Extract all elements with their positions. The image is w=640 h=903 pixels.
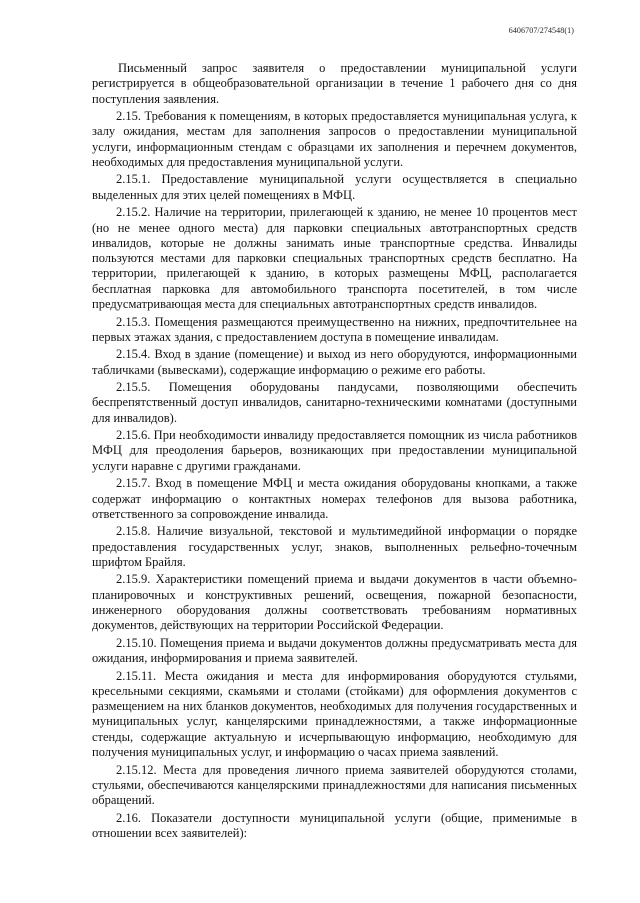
paragraph-2-15-2: 2.15.2. Наличие на территории, прилегающей к зданию, не менее 10 процентов мест (но не менее одного места) для парковки специальных автотранспортных средств инвалидов, которые не должны занимать иные транспортные средства. Инвалиды пользуются местами для парковки специальных транспортных средств бесплатно. На территории, прилегающей к зданию, в которых размещены МФЦ, располагается бесплатная парковка для автомобильного транспорта посетителей, в том числе предусматривающая места для специальных автотранспортных средств инвалидов. — [92, 205, 577, 312]
document-body — [92, 61, 577, 843]
paragraph-2-15-3: 2.15.3. Помещения размещаются преимущественно на нижних, предпочтительнее на первых этажах здания, с предоставлением доступа в помещение инвалидам. — [92, 314, 577, 344]
paragraph-written-request: Письменный запрос заявителя о предоставлении муниципальной услуги регистрируется в общеобразовательной организации в течение 1 рабочего дня со дня поступления заявления. — [92, 61, 577, 106]
paragraph-2-15-5: 2.15.5. Помещения оборудованы пандусами, позволяющими обеспечить беспрепятственный доступ инвалидов, санитарно-техническими комнатами (доступными для инвалидов). — [92, 380, 577, 425]
paragraph-2-15-9: 2.15.9. Характеристики помещений приема и выдачи документов в части объемно-планировочных и конструктивных решений, освещения, пожарной безопасности, инженерного оборудования должны соответствовать требованиям нормативных документов, действующих на территории Российской Федерации. — [92, 572, 577, 633]
paragraph-2-15-12: 2.15.12. Места для проведения личного приема заявителей оборудуются столами, стульями, обеспечиваются канцелярскими принадлежностями для написания письменных обращений. — [92, 762, 577, 808]
document-number: 6406707/274548(1) — [508, 26, 574, 35]
paragraph-2-15-6: 2.15.6. При необходимости инвалиду предоставляется помощник из числа работников МФЦ для преодоления барьеров, возникающих при предоставлении муниципальной услуги наравне с другими гражданами. — [92, 428, 577, 473]
paragraph-2-15-4: 2.15.4. Вход в здание (помещение) и выход из него оборудуются, информационными табличками (вывесками), содержащие информацию о режиме его работы. — [92, 347, 577, 377]
paragraph-2-15-10: 2.15.10. Помещения приема и выдачи документов должны предусматривать места для ожидания, информирования и приема заявителей. — [92, 635, 577, 666]
paragraph-2-15: 2.15. Требования к помещениям, в которых предоставляется муниципальная услуга, к залу ожидания, местам для заполнения запросов о предоставлении муниципальной услуги, информационным стендам с образцами их заполнения и перечнем документов, необходимых для предоставления муниципальной услуги. — [92, 109, 577, 169]
paragraph-2-16: 2.16. Показатели доступности муниципальной услуги (общие, применимые в отношении всех заявителей): — [92, 810, 577, 840]
paragraph-2-15-1: 2.15.1. Предоставление муниципальной услуги осуществляется в специально выделенных для этих целей помещениях в МФЦ. — [92, 172, 577, 202]
paragraph-2-15-8: 2.15.8. Наличие визуальной, текстовой и мультимедийной информации о порядке предоставления государственных услуг, знаков, выполненных рельефно-точечным шрифтом Брайля. — [92, 524, 577, 569]
paragraph-2-15-11: 2.15.11. Места ожидания и места для информирования оборудуются стульями, кресельными секциями, скамьями и столами (стойками) для оформления документов с размещением на них бланков документов, необходимых для получения государственных и муниципальных услуг, канцелярскими принадлежностями, а также информационные стенды, содержащие актуальную и исчерпывающую информацию, необходимую для получения муниципальных услуг, и информацию о часах приема заявлений. — [92, 668, 577, 760]
paragraph-2-15-7: 2.15.7. Вход в помещение МФЦ и места ожидания оборудованы кнопками, а также содержат информацию о контактных номерах телефонов для вызова работника, ответственного за сопровождение инвалида. — [92, 476, 577, 521]
